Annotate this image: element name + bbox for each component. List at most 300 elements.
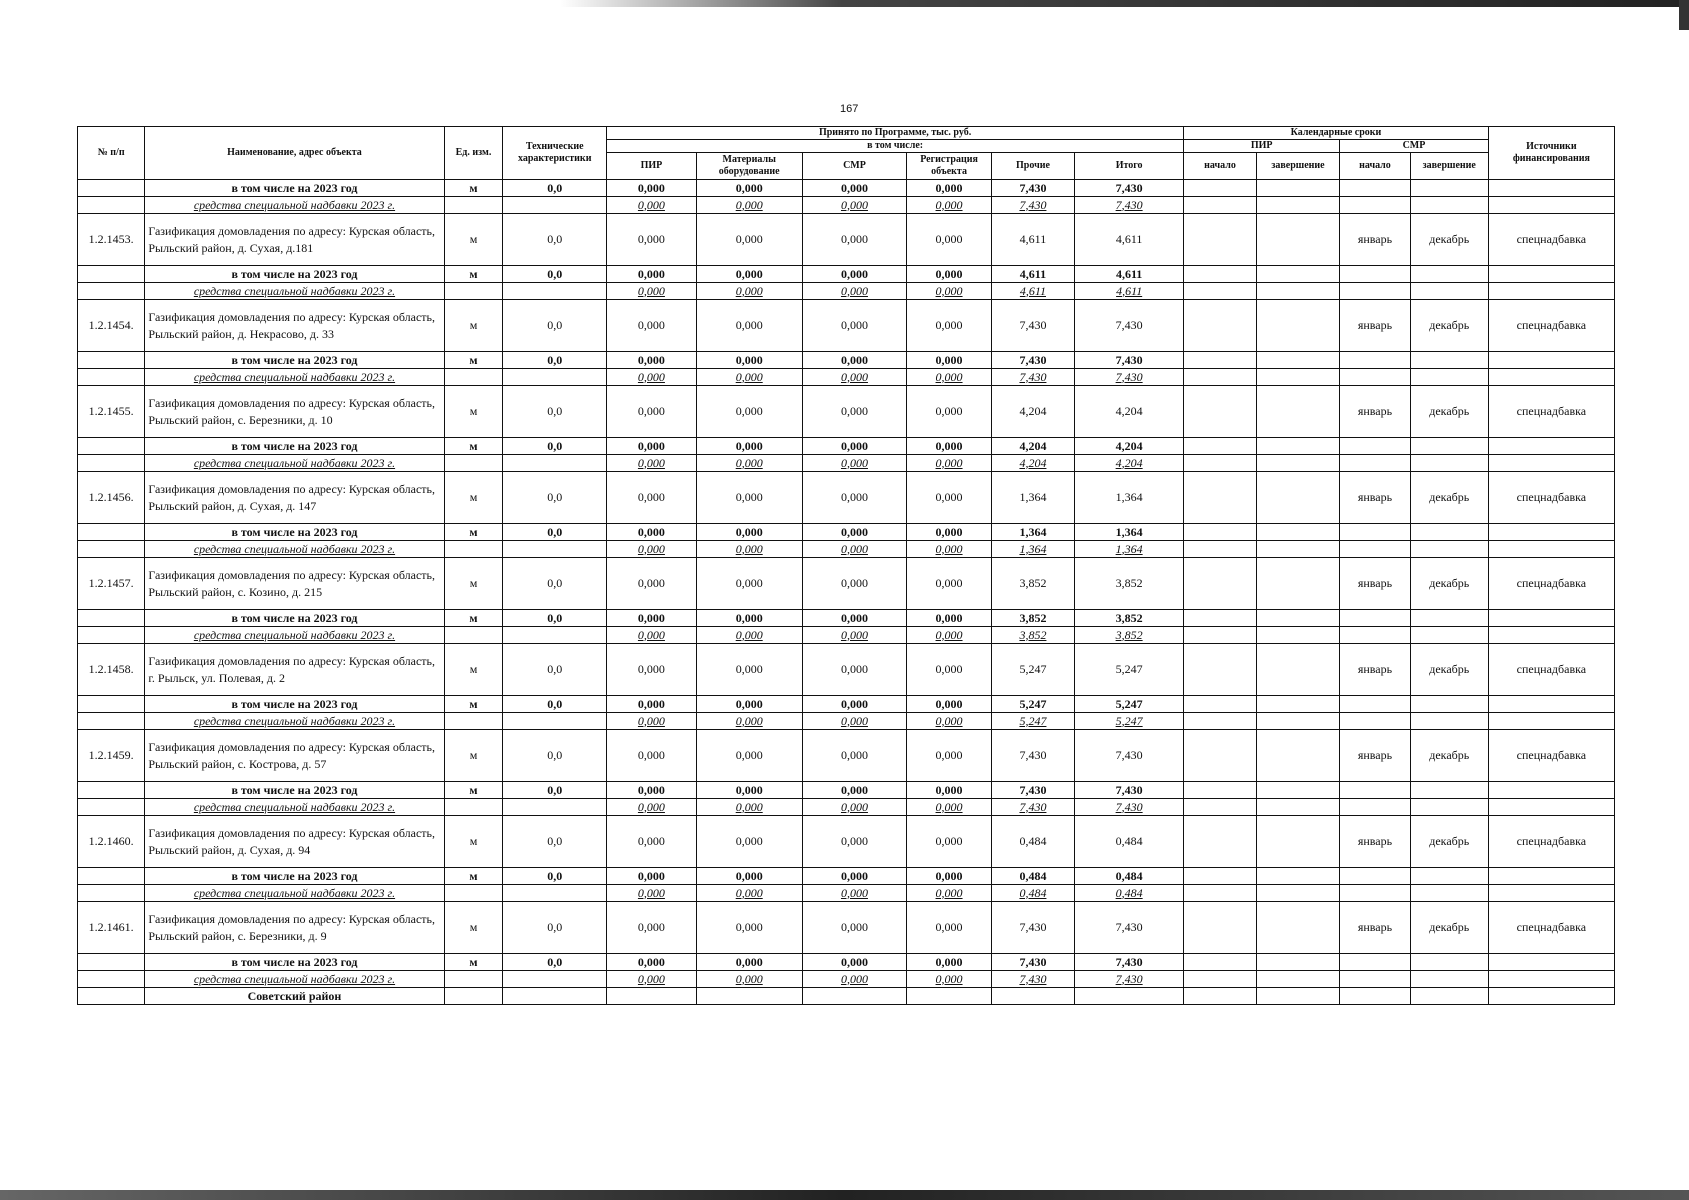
smr-start-cell: январь [1340, 558, 1411, 610]
object-name: Газификация домовладения по адресу: Курская область, Рыльский район, с. Козино, д. 215 [145, 558, 444, 610]
registration-cell: 0,000 [907, 283, 991, 300]
registration-cell: 0,000 [907, 300, 991, 352]
unit-cell: м [444, 782, 503, 799]
unit-cell: м [444, 902, 503, 954]
header-sources: Источники финансирования [1488, 127, 1614, 180]
row-label: в том числе на 2023 год [145, 352, 444, 369]
registration-cell: 0,000 [907, 558, 991, 610]
pir-cell: 0,000 [607, 455, 697, 472]
table-row-source [78, 541, 1615, 558]
object-name: Газификация домовладения по адресу: Курская область, Рыльский район, д. Сухая, д. 94 [145, 816, 444, 868]
registration-cell: 0,000 [907, 472, 991, 524]
registration-cell: 0,000 [907, 868, 991, 885]
other-cell: 1,364 [991, 472, 1074, 524]
page-number: 167 [840, 103, 859, 115]
smr-cell: 0,000 [802, 610, 907, 627]
total-cell: 7,430 [1075, 782, 1184, 799]
total-cell: 0,484 [1075, 816, 1184, 868]
tech-cell: 0,0 [503, 644, 607, 696]
smr-cell: 0,000 [802, 180, 907, 197]
tech-cell: 0,0 [503, 472, 607, 524]
smr-start-cell: январь [1340, 902, 1411, 954]
funding-source-cell: спецнадбавка [1488, 902, 1614, 954]
header-pir: ПИР [607, 153, 697, 180]
header-tech: Технические характеристики [503, 127, 607, 180]
table-row-subtotal [78, 868, 1615, 885]
materials-cell: 0,000 [696, 472, 802, 524]
scan-edge-top [560, 0, 1689, 7]
other-cell: 1,364 [991, 524, 1074, 541]
unit-cell: м [444, 352, 503, 369]
smr-cell: 0,000 [802, 971, 907, 988]
total-cell: 7,430 [1075, 352, 1184, 369]
other-cell: 7,430 [991, 954, 1074, 971]
registration-cell: 0,000 [907, 438, 991, 455]
registration-cell: 0,000 [907, 386, 991, 438]
header-including: в том числе: [607, 140, 1184, 153]
smr-cell: 0,000 [802, 713, 907, 730]
total-cell: 4,611 [1075, 214, 1184, 266]
registration-cell: 0,000 [907, 180, 991, 197]
pir-cell: 0,000 [607, 472, 697, 524]
materials-cell: 0,000 [696, 386, 802, 438]
smr-end-cell: декабрь [1410, 730, 1488, 782]
materials-cell: 0,000 [696, 352, 802, 369]
funding-source-cell: спецнадбавка [1488, 558, 1614, 610]
row-label: в том числе на 2023 год [145, 266, 444, 283]
header-smr-start: начало [1340, 153, 1411, 180]
smr-cell: 0,000 [802, 696, 907, 713]
funding-source-cell: спецнадбавка [1488, 730, 1614, 782]
registration-cell: 0,000 [907, 369, 991, 386]
row-label: средства специальной надбавки 2023 г. [145, 971, 444, 988]
funding-source-cell: спецнадбавка [1488, 214, 1614, 266]
total-cell: 7,430 [1075, 971, 1184, 988]
materials-cell: 0,000 [696, 524, 802, 541]
row-label: средства специальной надбавки 2023 г. [145, 455, 444, 472]
tech-cell: 0,0 [503, 902, 607, 954]
smr-start-cell: январь [1340, 472, 1411, 524]
smr-start-cell: январь [1340, 730, 1411, 782]
object-id: 1.2.1455. [78, 386, 145, 438]
table-row-object [78, 644, 1615, 696]
object-name: Газификация домовладения по адресу: Курская область, Рыльский район, с. Березники, д. 9 [145, 902, 444, 954]
materials-cell: 0,000 [696, 369, 802, 386]
registration-cell: 0,000 [907, 816, 991, 868]
total-cell: 7,430 [1075, 300, 1184, 352]
registration-cell: 0,000 [907, 902, 991, 954]
row-label: в том числе на 2023 год [145, 438, 444, 455]
row-label: средства специальной надбавки 2023 г. [145, 713, 444, 730]
row-label: средства специальной надбавки 2023 г. [145, 197, 444, 214]
registration-cell: 0,000 [907, 696, 991, 713]
registration-cell: 0,000 [907, 782, 991, 799]
table-row-source [78, 627, 1615, 644]
table-row-subtotal [78, 352, 1615, 369]
other-cell: 7,430 [991, 197, 1074, 214]
other-cell: 5,247 [991, 644, 1074, 696]
smr-cell: 0,000 [802, 885, 907, 902]
header-registration: Регистрация объекта [907, 153, 991, 180]
registration-cell: 0,000 [907, 541, 991, 558]
object-id: 1.2.1461. [78, 902, 145, 954]
table-row-object [78, 472, 1615, 524]
total-cell: 3,852 [1075, 627, 1184, 644]
pir-cell: 0,000 [607, 558, 697, 610]
table-row-source [78, 283, 1615, 300]
tech-cell: 0,0 [503, 730, 607, 782]
other-cell: 1,364 [991, 541, 1074, 558]
materials-cell: 0,000 [696, 455, 802, 472]
row-label: в том числе на 2023 год [145, 180, 444, 197]
smr-end-cell: декабрь [1410, 558, 1488, 610]
registration-cell: 0,000 [907, 954, 991, 971]
tech-cell: 0,0 [503, 610, 607, 627]
smr-cell: 0,000 [802, 954, 907, 971]
tech-cell: 0,0 [503, 352, 607, 369]
registration-cell: 0,000 [907, 610, 991, 627]
other-cell: 7,430 [991, 300, 1074, 352]
other-cell: 0,484 [991, 868, 1074, 885]
smr-end-cell: декабрь [1410, 644, 1488, 696]
unit-cell: м [444, 386, 503, 438]
smr-cell: 0,000 [802, 197, 907, 214]
other-cell: 4,611 [991, 266, 1074, 283]
pir-cell: 0,000 [607, 644, 697, 696]
other-cell: 4,204 [991, 455, 1074, 472]
registration-cell: 0,000 [907, 885, 991, 902]
pir-cell: 0,000 [607, 214, 697, 266]
smr-cell: 0,000 [802, 352, 907, 369]
pir-cell: 0,000 [607, 816, 697, 868]
other-cell: 4,611 [991, 214, 1074, 266]
smr-cell: 0,000 [802, 868, 907, 885]
row-label: в том числе на 2023 год [145, 868, 444, 885]
total-cell: 4,204 [1075, 386, 1184, 438]
table-row-subtotal [78, 524, 1615, 541]
smr-start-cell: январь [1340, 300, 1411, 352]
smr-end-cell: декабрь [1410, 902, 1488, 954]
total-cell: 7,430 [1075, 369, 1184, 386]
table-row-subtotal [78, 180, 1615, 197]
total-cell: 1,364 [1075, 524, 1184, 541]
pir-cell: 0,000 [607, 971, 697, 988]
object-name: Газификация домовладения по адресу: Курская область, г. Рыльск, ул. Полевая, д. 2 [145, 644, 444, 696]
other-cell: 7,430 [991, 971, 1074, 988]
other-cell: 7,430 [991, 352, 1074, 369]
table-header [78, 127, 1615, 180]
smr-start-cell: январь [1340, 816, 1411, 868]
table-row-object [78, 816, 1615, 868]
smr-end-cell: декабрь [1410, 300, 1488, 352]
header-total: Итого [1075, 153, 1184, 180]
tech-cell: 0,0 [503, 266, 607, 283]
table-row-subtotal [78, 438, 1615, 455]
materials-cell: 0,000 [696, 610, 802, 627]
total-cell: 1,364 [1075, 541, 1184, 558]
pir-cell: 0,000 [607, 266, 697, 283]
table-row-source [78, 455, 1615, 472]
total-cell: 1,364 [1075, 472, 1184, 524]
object-id: 1.2.1459. [78, 730, 145, 782]
other-cell: 0,484 [991, 885, 1074, 902]
materials-cell: 0,000 [696, 971, 802, 988]
funding-source-cell: спецнадбавка [1488, 300, 1614, 352]
object-name: Газификация домовладения по адресу: Курская область, Рыльский район, д. Сухая, д.181 [145, 214, 444, 266]
smr-end-cell: декабрь [1410, 472, 1488, 524]
object-id: 1.2.1454. [78, 300, 145, 352]
total-cell: 7,430 [1075, 180, 1184, 197]
materials-cell: 0,000 [696, 644, 802, 696]
total-cell: 3,852 [1075, 558, 1184, 610]
unit-cell: м [444, 214, 503, 266]
materials-cell: 0,000 [696, 214, 802, 266]
tech-cell: 0,0 [503, 180, 607, 197]
header-smr: СМР [802, 153, 907, 180]
pir-cell: 0,000 [607, 954, 697, 971]
funding-source-cell: спецнадбавка [1488, 472, 1614, 524]
pir-cell: 0,000 [607, 713, 697, 730]
other-cell: 4,204 [991, 386, 1074, 438]
total-cell: 5,247 [1075, 644, 1184, 696]
total-cell: 5,247 [1075, 713, 1184, 730]
materials-cell: 0,000 [696, 782, 802, 799]
total-cell: 0,484 [1075, 885, 1184, 902]
table-row-object [78, 902, 1615, 954]
table-row-source [78, 369, 1615, 386]
header-calendar: Календарные сроки [1184, 127, 1489, 140]
pir-cell: 0,000 [607, 782, 697, 799]
registration-cell: 0,000 [907, 524, 991, 541]
header-accepted: Принято по Программе, тыс. руб. [607, 127, 1184, 140]
smr-cell: 0,000 [802, 524, 907, 541]
header-num: № п/п [78, 127, 145, 180]
pir-cell: 0,000 [607, 730, 697, 782]
materials-cell: 0,000 [696, 730, 802, 782]
pir-cell: 0,000 [607, 386, 697, 438]
tech-cell: 0,0 [503, 954, 607, 971]
smr-end-cell: декабрь [1410, 816, 1488, 868]
materials-cell: 0,000 [696, 438, 802, 455]
smr-cell: 0,000 [802, 300, 907, 352]
other-cell: 3,852 [991, 627, 1074, 644]
registration-cell: 0,000 [907, 644, 991, 696]
registration-cell: 0,000 [907, 627, 991, 644]
object-id: 1.2.1460. [78, 816, 145, 868]
unit-cell: м [444, 610, 503, 627]
smr-cell: 0,000 [802, 472, 907, 524]
table-row-subtotal [78, 782, 1615, 799]
pir-cell: 0,000 [607, 885, 697, 902]
header-unit: Ед. изм. [444, 127, 503, 180]
header-materials: Материалы оборудование [696, 153, 802, 180]
total-cell: 4,611 [1075, 266, 1184, 283]
total-cell: 3,852 [1075, 610, 1184, 627]
tech-cell: 0,0 [503, 438, 607, 455]
unit-cell: м [444, 438, 503, 455]
tech-cell: 0,0 [503, 782, 607, 799]
unit-cell: м [444, 644, 503, 696]
registration-cell: 0,000 [907, 713, 991, 730]
total-cell: 7,430 [1075, 954, 1184, 971]
tech-cell: 0,0 [503, 214, 607, 266]
object-id: 1.2.1456. [78, 472, 145, 524]
materials-cell: 0,000 [696, 627, 802, 644]
smr-cell: 0,000 [802, 214, 907, 266]
materials-cell: 0,000 [696, 816, 802, 868]
tech-cell: 0,0 [503, 696, 607, 713]
unit-cell: м [444, 816, 503, 868]
other-cell: 5,247 [991, 696, 1074, 713]
smr-start-cell: январь [1340, 214, 1411, 266]
smr-cell: 0,000 [802, 283, 907, 300]
registration-cell: 0,000 [907, 266, 991, 283]
smr-cell: 0,000 [802, 455, 907, 472]
materials-cell: 0,000 [696, 696, 802, 713]
materials-cell: 0,000 [696, 266, 802, 283]
other-cell: 7,430 [991, 730, 1074, 782]
unit-cell: м [444, 868, 503, 885]
funding-source-cell: спецнадбавка [1488, 644, 1614, 696]
tech-cell: 0,0 [503, 868, 607, 885]
table-row-source [78, 713, 1615, 730]
materials-cell: 0,000 [696, 283, 802, 300]
other-cell: 7,430 [991, 782, 1074, 799]
other-cell: 0,484 [991, 816, 1074, 868]
materials-cell: 0,000 [696, 300, 802, 352]
other-cell: 7,430 [991, 799, 1074, 816]
unit-cell: м [444, 472, 503, 524]
row-label: средства специальной надбавки 2023 г. [145, 283, 444, 300]
pir-cell: 0,000 [607, 868, 697, 885]
table-row-source [78, 197, 1615, 214]
pir-cell: 0,000 [607, 610, 697, 627]
pir-cell: 0,000 [607, 180, 697, 197]
smr-cell: 0,000 [802, 816, 907, 868]
other-cell: 7,430 [991, 180, 1074, 197]
pir-cell: 0,000 [607, 902, 697, 954]
table-row-subtotal [78, 954, 1615, 971]
scan-edge-right [1679, 0, 1689, 30]
tech-cell: 0,0 [503, 300, 607, 352]
materials-cell: 0,000 [696, 558, 802, 610]
registration-cell: 0,000 [907, 214, 991, 266]
other-cell: 3,852 [991, 558, 1074, 610]
header-pir-end: завершение [1256, 153, 1339, 180]
other-cell: 4,611 [991, 283, 1074, 300]
row-label: средства специальной надбавки 2023 г. [145, 885, 444, 902]
tech-cell: 0,0 [503, 558, 607, 610]
smr-cell: 0,000 [802, 799, 907, 816]
pir-cell: 0,000 [607, 197, 697, 214]
table-row-district [78, 988, 1615, 1005]
unit-cell: м [444, 558, 503, 610]
row-label: средства специальной надбавки 2023 г. [145, 627, 444, 644]
row-label: в том числе на 2023 год [145, 524, 444, 541]
materials-cell: 0,000 [696, 902, 802, 954]
object-id: 1.2.1453. [78, 214, 145, 266]
table-row-object [78, 386, 1615, 438]
funding-source-cell: спецнадбавка [1488, 386, 1614, 438]
pir-cell: 0,000 [607, 369, 697, 386]
registration-cell: 0,000 [907, 799, 991, 816]
table-row-source [78, 971, 1615, 988]
smr-cell: 0,000 [802, 782, 907, 799]
total-cell: 7,430 [1075, 730, 1184, 782]
pir-cell: 0,000 [607, 541, 697, 558]
unit-cell: м [444, 180, 503, 197]
total-cell: 7,430 [1075, 197, 1184, 214]
pir-cell: 0,000 [607, 438, 697, 455]
unit-cell: м [444, 300, 503, 352]
pir-cell: 0,000 [607, 524, 697, 541]
smr-cell: 0,000 [802, 266, 907, 283]
pir-cell: 0,000 [607, 627, 697, 644]
materials-cell: 0,000 [696, 541, 802, 558]
scan-edge-bottom [0, 1190, 1689, 1200]
table-row-subtotal [78, 266, 1615, 283]
table-row-source [78, 799, 1615, 816]
row-label: в том числе на 2023 год [145, 696, 444, 713]
header-smr-end: завершение [1410, 153, 1488, 180]
table-row-source [78, 885, 1615, 902]
object-name: Газификация домовладения по адресу: Курская область, Рыльский район, с. Кострова, д. 57 [145, 730, 444, 782]
materials-cell: 0,000 [696, 197, 802, 214]
smr-cell: 0,000 [802, 627, 907, 644]
other-cell: 3,852 [991, 610, 1074, 627]
object-name: Газификация домовладения по адресу: Курская область, Рыльский район, д. Сухая, д. 147 [145, 472, 444, 524]
total-cell: 7,430 [1075, 902, 1184, 954]
total-cell: 5,247 [1075, 696, 1184, 713]
object-name: Газификация домовладения по адресу: Курская область, Рыльский район, с. Березники, д. 10 [145, 386, 444, 438]
materials-cell: 0,000 [696, 180, 802, 197]
smr-cell: 0,000 [802, 730, 907, 782]
row-label: в том числе на 2023 год [145, 782, 444, 799]
header-pir-start: начало [1184, 153, 1257, 180]
registration-cell: 0,000 [907, 971, 991, 988]
registration-cell: 0,000 [907, 197, 991, 214]
table-body [78, 180, 1615, 1005]
unit-cell: м [444, 954, 503, 971]
tech-cell: 0,0 [503, 816, 607, 868]
materials-cell: 0,000 [696, 885, 802, 902]
program-table [77, 126, 1615, 1005]
smr-cell: 0,000 [802, 644, 907, 696]
materials-cell: 0,000 [696, 868, 802, 885]
pir-cell: 0,000 [607, 352, 697, 369]
pir-cell: 0,000 [607, 799, 697, 816]
table-row-object [78, 558, 1615, 610]
object-id: 1.2.1458. [78, 644, 145, 696]
unit-cell: м [444, 696, 503, 713]
other-cell: 7,430 [991, 902, 1074, 954]
funding-source-cell: спецнадбавка [1488, 816, 1614, 868]
pir-cell: 0,000 [607, 696, 697, 713]
registration-cell: 0,000 [907, 352, 991, 369]
row-label: средства специальной надбавки 2023 г. [145, 799, 444, 816]
total-cell: 7,430 [1075, 799, 1184, 816]
smr-cell: 0,000 [802, 369, 907, 386]
smr-cell: 0,000 [802, 541, 907, 558]
unit-cell: м [444, 524, 503, 541]
row-label: в том числе на 2023 год [145, 954, 444, 971]
header-name: Наименование, адрес объекта [145, 127, 444, 180]
pir-cell: 0,000 [607, 300, 697, 352]
smr-end-cell: декабрь [1410, 386, 1488, 438]
object-name: Газификация домовладения по адресу: Курская область, Рыльский район, д. Некрасово, д. 33 [145, 300, 444, 352]
table-row-subtotal [78, 696, 1615, 713]
smr-end-cell: декабрь [1410, 214, 1488, 266]
